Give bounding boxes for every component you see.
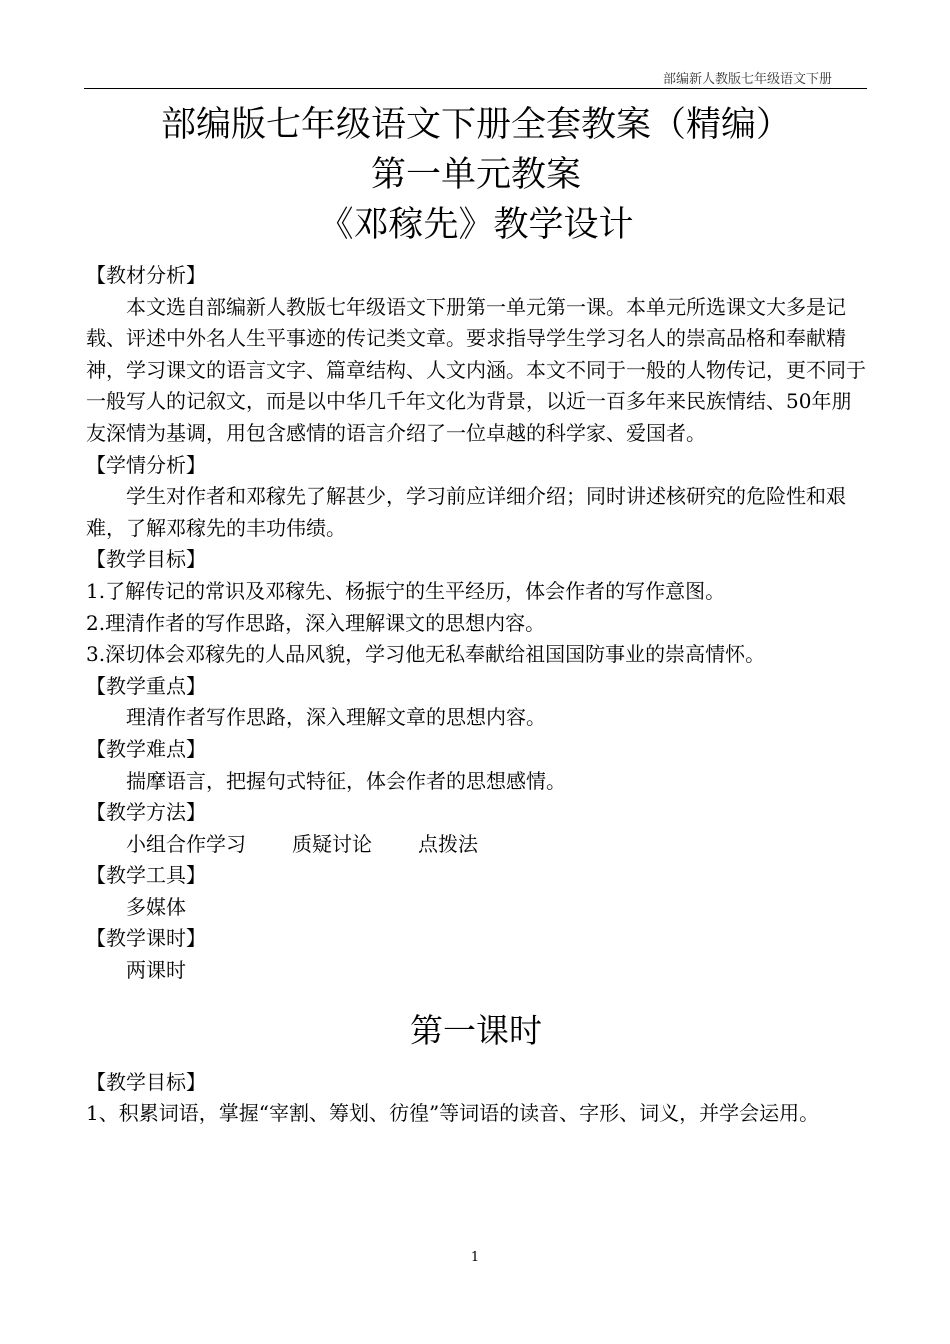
lesson1-goals-heading: 【教学目标】 [86,1069,206,1094]
method-item: 点拨法 [418,831,478,856]
header-divider [84,88,867,89]
tools-text: 多媒体 [126,894,186,919]
lesson-design-title: 《邓稼先》教学设计 [318,205,634,245]
method-item: 质疑讨论 [292,831,372,856]
unit-title: 第一单元教案 [370,155,581,195]
lesson1-title: 第一课时 [410,1010,542,1050]
methods-list [86,829,866,861]
main-title: 部编版七年级语文下册全套教案（精编） [160,105,791,145]
difficulties-heading: 【教学难点】 [86,736,206,761]
tools-heading: 【教学工具】 [86,863,206,888]
difficulties-text: 揣摩语言，把握句式特征，体会作者的思想感情。 [126,768,566,793]
goal-item: 1.了解传记的常识及邓稼先、杨振宁的生平经历，体会作者的写作意图。 [86,578,726,603]
hours-heading: 【教学课时】 [86,926,206,951]
students-text: 学生对作者和邓稼先了解甚少，学习前应详细介绍；同时讲述核研究的危险性和艰难，了解邓稼先的丰功伟绩。 [86,484,846,540]
hours-text: 两课时 [126,958,186,983]
running-header: 部编新人教版七年级语文下册 [662,72,832,87]
material-text: 本文选自部编新人教版七年级语文下册第一单元第一课。本单元所选课文大多是记载、评述中外名人生平事迹的传记类文章。要求指导学生学习名人的崇高品格和奉献精神，学习课文的语言文字、篇章结构、人文内涵。本文不同于一般的人物传记，更不同于一般写人的记叙文，而是以中华几千年文化为背景，以近一百多年来民族情结、50年朋友深情为基调，用包含感情的语言介绍了一位卓越的科学家、爱国者。 [86,294,866,445]
page-number: 1 [470,1250,480,1265]
goals-heading: 【教学目标】 [86,547,206,572]
goal-item: 3.深切体会邓稼先的人品风貌，学习他无私奉献给祖国国防事业的崇高情怀。 [86,642,766,667]
methods-heading: 【教学方法】 [86,800,206,825]
document-body [86,100,866,1130]
goal-item: 2.理清作者的写作思路，深入理解课文的思想内容。 [86,610,546,635]
method-item: 小组合作学习 [126,831,246,856]
material-heading: 【教材分析】 [86,263,206,287]
students-heading: 【学情分析】 [86,452,206,477]
title-block [86,100,866,250]
key-points-text: 理清作者写作思路，深入理解文章的思想内容。 [126,705,546,730]
lesson1-goal-item: 1、积累词语，掌握“宰割、筹划、彷徨”等词语的读音、字形、词义，并学会运用。 [86,1101,820,1126]
key-points-heading: 【教学重点】 [86,673,206,698]
